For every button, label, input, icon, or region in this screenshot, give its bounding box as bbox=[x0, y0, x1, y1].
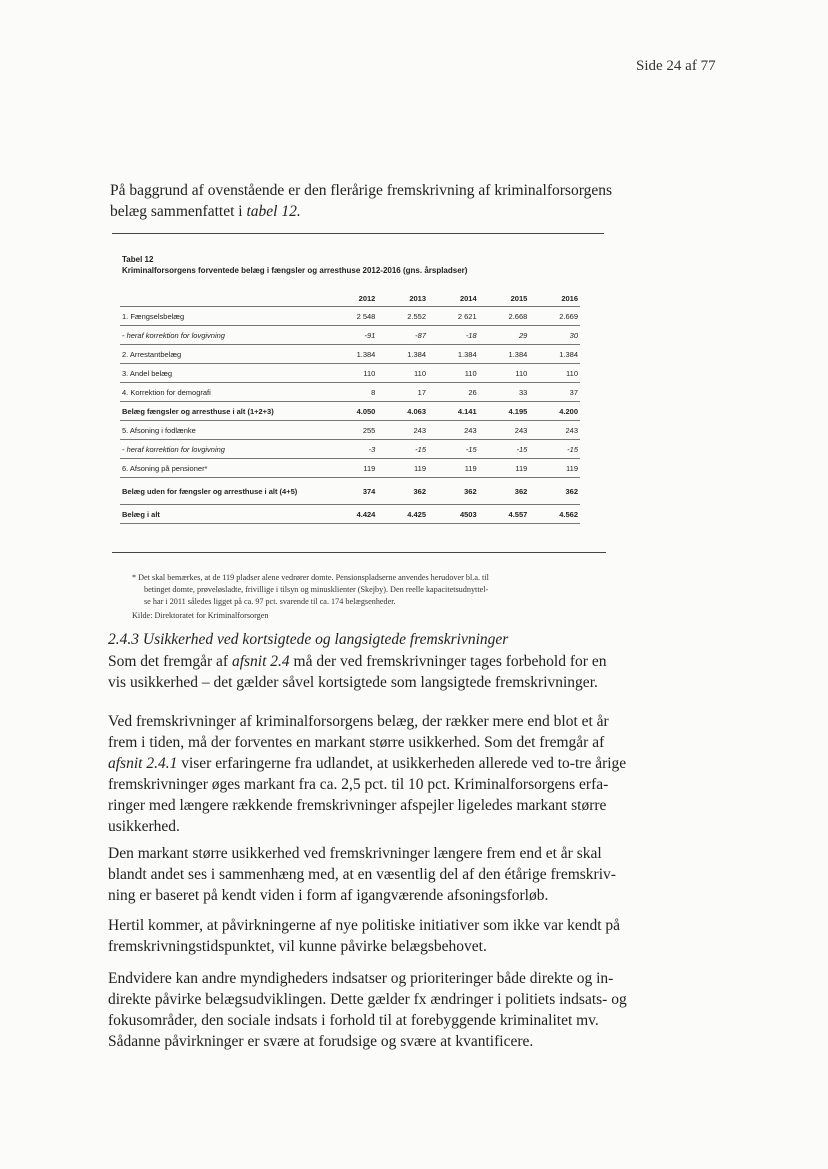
cell-value: 30 bbox=[529, 326, 580, 345]
p4-line-1: Hertil kommer, at påvirkningerne af nye politiske initiativer som ikke var kendt på bbox=[108, 917, 621, 934]
cell-value: 110 bbox=[479, 364, 530, 383]
cell-value: 1.384 bbox=[479, 345, 530, 364]
cell-value: -91 bbox=[327, 326, 378, 345]
cell-value: 4503 bbox=[428, 505, 479, 524]
paragraph-1 bbox=[108, 651, 606, 693]
p1-line-2: vis usikkerhed – det gælder såvel kortsigtede som langsigtede fremskrivninger. bbox=[108, 674, 598, 691]
p1-line-1-suffix: må der ved fremskrivninger tages forbehold for en bbox=[289, 653, 607, 670]
footnote-line-3: se har i 2011 således ligget på ca. 97 pct. svarende til ca. 174 belægsenheder. bbox=[144, 597, 396, 606]
table-row-total bbox=[120, 505, 580, 524]
cell-value: 119 bbox=[377, 459, 428, 478]
cell-value: -87 bbox=[377, 326, 428, 345]
cell-value: 37 bbox=[529, 383, 580, 402]
intro-line-1: På baggrund af ovenstående er den flerårige fremskrivning af kriminalforsorgens bbox=[110, 182, 612, 199]
cell-value: 29 bbox=[479, 326, 530, 345]
cell-value: 362 bbox=[479, 478, 530, 505]
row-label: 6. Afsoning på pensioner* bbox=[120, 459, 327, 478]
cell-value: 4.195 bbox=[479, 402, 530, 421]
table-row bbox=[120, 440, 580, 459]
cell-value: 110 bbox=[529, 364, 580, 383]
row-label: Belæg uden for fængsler og arresthuse i alt (4+5) bbox=[120, 478, 327, 505]
cell-value: -15 bbox=[428, 440, 479, 459]
table-title: Kriminalforsorgens forventede belæg i fængsler og arresthuse 2012-2016 (gns. årspladser) bbox=[122, 266, 468, 275]
cell-value: 119 bbox=[479, 459, 530, 478]
p3-line-2: blandt andet ses i sammenhæng med, at en væsentlig del af den étårige fremskriv- bbox=[108, 866, 616, 883]
cell-value: 374 bbox=[327, 478, 378, 505]
p2-line-6: usikkerhed. bbox=[108, 818, 180, 835]
cell-value: 2 548 bbox=[327, 307, 378, 326]
row-label: 5. Afsoning i fodlænke bbox=[120, 421, 327, 440]
footnote-line-2: betinget domte, prøveløsladte, frivillige i tilsyn og minusklienter (Skejby). Den reelle kapacitetsudnyttel- bbox=[144, 585, 489, 594]
cell-value: 4.424 bbox=[327, 505, 378, 524]
p1-line-1-prefix: Som det fremgår af bbox=[108, 653, 232, 670]
cell-value: -3 bbox=[327, 440, 378, 459]
cell-value: 243 bbox=[529, 421, 580, 440]
cell-value: 119 bbox=[327, 459, 378, 478]
row-label: Belæg i alt bbox=[120, 505, 327, 524]
cell-value: 4.557 bbox=[479, 505, 530, 524]
cell-value: 1.384 bbox=[327, 345, 378, 364]
p5-line-2: direkte påvirke belægsudviklingen. Dette gælder fx ændringer i politiets indsats- og bbox=[108, 991, 627, 1008]
paragraph-4 bbox=[108, 915, 620, 957]
p5-line-1: Endvidere kan andre myndigheders indsatser og prioriteringer både direkte og in- bbox=[108, 970, 614, 987]
cell-value: 1.384 bbox=[529, 345, 580, 364]
cell-value: 110 bbox=[327, 364, 378, 383]
p2-line-4: fremskrivninger øges markant fra ca. 2,5 pct. til 10 pct. Kriminalforsorgens erfa- bbox=[108, 776, 609, 793]
table-row-subtotal bbox=[120, 478, 580, 505]
cell-value: 110 bbox=[377, 364, 428, 383]
source-note: Kilde: Direktoratet for Kriminalforsorgen bbox=[132, 611, 269, 620]
cell-value: 17 bbox=[377, 383, 428, 402]
cell-value: 4.050 bbox=[327, 402, 378, 421]
cell-value: 4.562 bbox=[529, 505, 580, 524]
paragraph-3 bbox=[108, 843, 616, 906]
cell-value: 119 bbox=[529, 459, 580, 478]
cell-value: 2 621 bbox=[428, 307, 479, 326]
cell-value: 4.141 bbox=[428, 402, 479, 421]
table-row bbox=[120, 383, 580, 402]
row-label: 4. Korrektion for demografi bbox=[120, 383, 327, 402]
column-header: 2012 bbox=[327, 290, 378, 307]
row-label: 1. Fængselsbelæg bbox=[120, 307, 327, 326]
row-label: 2. Arrestantbelæg bbox=[120, 345, 327, 364]
table-row-subtotal bbox=[120, 402, 580, 421]
page-number: Side 24 af 77 bbox=[636, 58, 716, 74]
cell-value: -18 bbox=[428, 326, 479, 345]
cell-value: 2.552 bbox=[377, 307, 428, 326]
cell-value: 4.063 bbox=[377, 402, 428, 421]
table-row bbox=[120, 364, 580, 383]
belaeg-table bbox=[120, 290, 580, 524]
table-reference: tabel 12. bbox=[246, 203, 301, 220]
cell-value: 362 bbox=[377, 478, 428, 505]
cell-value: 119 bbox=[428, 459, 479, 478]
cell-value: 2.669 bbox=[529, 307, 580, 326]
cell-value: -15 bbox=[377, 440, 428, 459]
intro-line-2-prefix: belæg sammenfattet i bbox=[110, 203, 247, 220]
table-row bbox=[120, 307, 580, 326]
cell-value: -15 bbox=[479, 440, 530, 459]
paragraph-2 bbox=[108, 711, 626, 837]
row-label: Belæg fængsler og arresthuse i alt (1+2+3) bbox=[120, 402, 327, 421]
column-header: 2014 bbox=[428, 290, 479, 307]
cell-value: -15 bbox=[529, 440, 580, 459]
p5-line-3: fokusområder, den sociale indsats i forhold til at forebyggende kriminalitet mv. bbox=[108, 1012, 599, 1029]
cell-value: 4.200 bbox=[529, 402, 580, 421]
p2-line-1: Ved fremskrivninger af kriminalforsorgens belæg, der rækker mere end blot et år bbox=[108, 713, 609, 730]
p3-line-3: ning er baseret på kendt viden i form af igangværende afsoningsforløb. bbox=[108, 887, 549, 904]
cell-value: 33 bbox=[479, 383, 530, 402]
cell-value: 110 bbox=[428, 364, 479, 383]
cell-value: 243 bbox=[428, 421, 479, 440]
cell-value: 1.384 bbox=[428, 345, 479, 364]
intro-paragraph bbox=[110, 180, 612, 222]
column-header: 2013 bbox=[377, 290, 428, 307]
cell-value: 2.668 bbox=[479, 307, 530, 326]
table-top-rule bbox=[112, 233, 604, 234]
paragraph-5 bbox=[108, 968, 627, 1052]
row-label: - heraf korrektion for lovgivning bbox=[120, 440, 327, 459]
footnote-line-1: * Det skal bemærkes, at de 119 pladser alene vedrører domte. Pensionspladserne anvendes herudover bl.a. til bbox=[132, 573, 489, 582]
table-bottom-rule bbox=[112, 552, 606, 553]
cell-value: 362 bbox=[529, 478, 580, 505]
cell-value: 1.384 bbox=[377, 345, 428, 364]
cell-value: 26 bbox=[428, 383, 479, 402]
table-row bbox=[120, 421, 580, 440]
row-label: - heraf korrektion for lovgivning bbox=[120, 326, 327, 345]
table-row bbox=[120, 345, 580, 364]
section-reference: afsnit 2.4 bbox=[231, 653, 290, 670]
row-label: 3. Andel belæg bbox=[120, 364, 327, 383]
section-heading: 2.4.3 Usikkerhed ved kortsigtede og langsigtede fremskrivninger bbox=[108, 631, 509, 648]
section-reference: afsnit 2.4.1 bbox=[108, 755, 178, 772]
cell-value: 362 bbox=[428, 478, 479, 505]
cell-value: 4.425 bbox=[377, 505, 428, 524]
table-row bbox=[120, 459, 580, 478]
cell-value: 255 bbox=[327, 421, 378, 440]
p4-line-2: fremskrivningstidspunktet, vil kunne påvirke belægsbehovet. bbox=[108, 938, 487, 955]
column-header: 2015 bbox=[479, 290, 530, 307]
p2-line-5: ringer med længere rækkende fremskrivninger afspejler ligeledes markant større bbox=[108, 797, 607, 814]
table-header-empty bbox=[120, 290, 327, 307]
column-header: 2016 bbox=[529, 290, 580, 307]
cell-value: 243 bbox=[479, 421, 530, 440]
p2-line-2: frem i tiden, må der forventes en markant større usikkerhed. Som det fremgår af bbox=[108, 734, 605, 751]
table-header-row bbox=[120, 290, 580, 307]
table-label: Tabel 12 bbox=[122, 255, 154, 264]
p2-line-3-suffix: viser erfaringerne fra udlandet, at usikkerheden allerede ved to-tre årige bbox=[177, 755, 627, 772]
cell-value: 8 bbox=[327, 383, 378, 402]
p5-line-4: Sådanne påvirkninger er svære at forudsige og svære at kvantificere. bbox=[108, 1033, 534, 1050]
table-row bbox=[120, 326, 580, 345]
cell-value: 243 bbox=[377, 421, 428, 440]
p3-line-1: Den markant større usikkerhed ved fremskrivninger længere frem end et år skal bbox=[108, 845, 602, 862]
